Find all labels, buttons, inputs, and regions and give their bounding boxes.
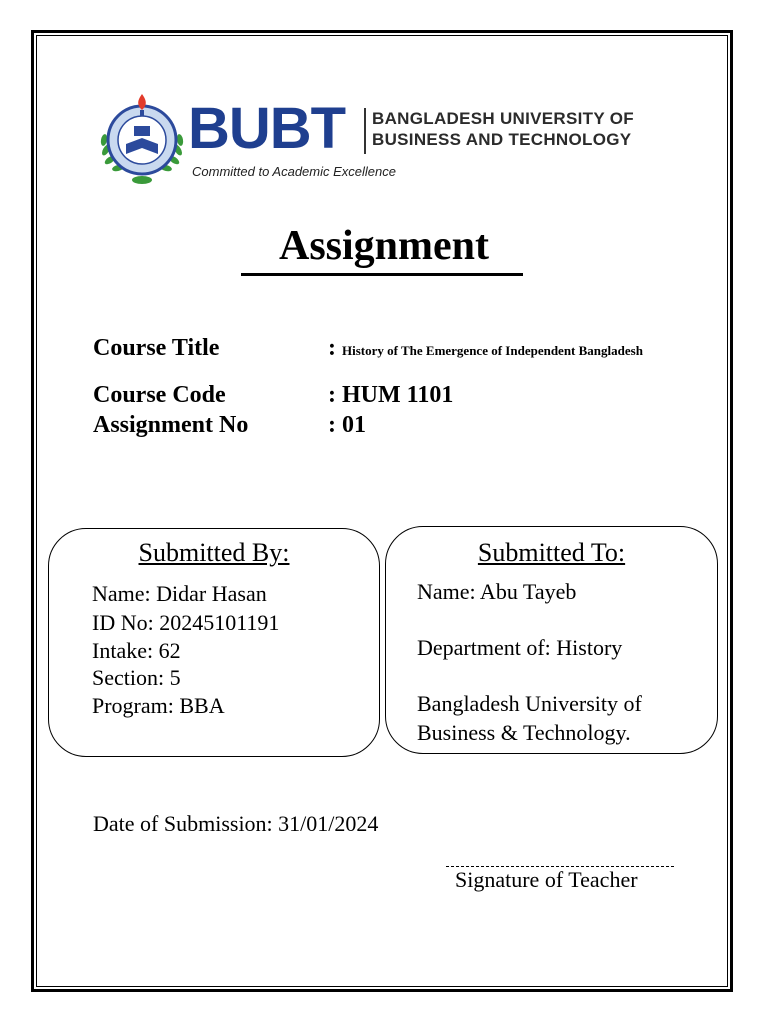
student-program: Program: BBA bbox=[92, 693, 225, 718]
university-logo bbox=[96, 88, 676, 188]
student-section: Section: 5 bbox=[92, 665, 181, 690]
student-id: ID No: 20245101191 bbox=[92, 610, 280, 635]
teacher-department: Department of: History bbox=[417, 635, 623, 660]
brand-separator bbox=[364, 108, 366, 154]
course-code-value: : HUM 1101 bbox=[328, 382, 454, 408]
submitted-to-box bbox=[385, 526, 718, 754]
course-title-value bbox=[328, 335, 643, 362]
assignment-no-value: : 01 bbox=[328, 412, 366, 438]
student-intake: Intake: 62 bbox=[92, 638, 181, 663]
submitted-by-heading: Submitted By: bbox=[138, 538, 290, 567]
university-name-line2: BUSINESS AND TECHNOLOGY bbox=[372, 130, 632, 149]
course-title-label: Course Title bbox=[93, 335, 220, 361]
university-tagline: Committed to Academic Excellence bbox=[192, 164, 396, 179]
university-seal-icon bbox=[96, 88, 188, 188]
brand-logotype: BUBT bbox=[188, 96, 346, 161]
submission-date: Date of Submission: 31/01/2024 bbox=[93, 811, 379, 836]
course-title-separator: : bbox=[328, 335, 336, 361]
submitted-to-heading: Submitted To: bbox=[477, 538, 626, 567]
student-name: Name: Didar Hasan bbox=[92, 581, 267, 606]
course-title-text: History of The Emergence of Independent Bangladesh bbox=[342, 343, 643, 358]
teacher-university-line1: Bangladesh University of bbox=[417, 691, 642, 716]
university-name-line1: BANGLADESH UNIVERSITY OF bbox=[372, 109, 634, 128]
course-code-label: Course Code bbox=[93, 382, 226, 408]
assignment-no-label: Assignment No bbox=[93, 412, 249, 438]
submitted-by-box bbox=[48, 528, 380, 757]
teacher-name: Name: Abu Tayeb bbox=[417, 579, 577, 604]
university-name bbox=[372, 108, 634, 150]
page-title: Assignment bbox=[278, 223, 490, 269]
teacher-university-line2: Business & Technology. bbox=[417, 720, 631, 745]
signature-label: Signature of Teacher bbox=[455, 867, 638, 892]
title-underline bbox=[241, 273, 523, 276]
